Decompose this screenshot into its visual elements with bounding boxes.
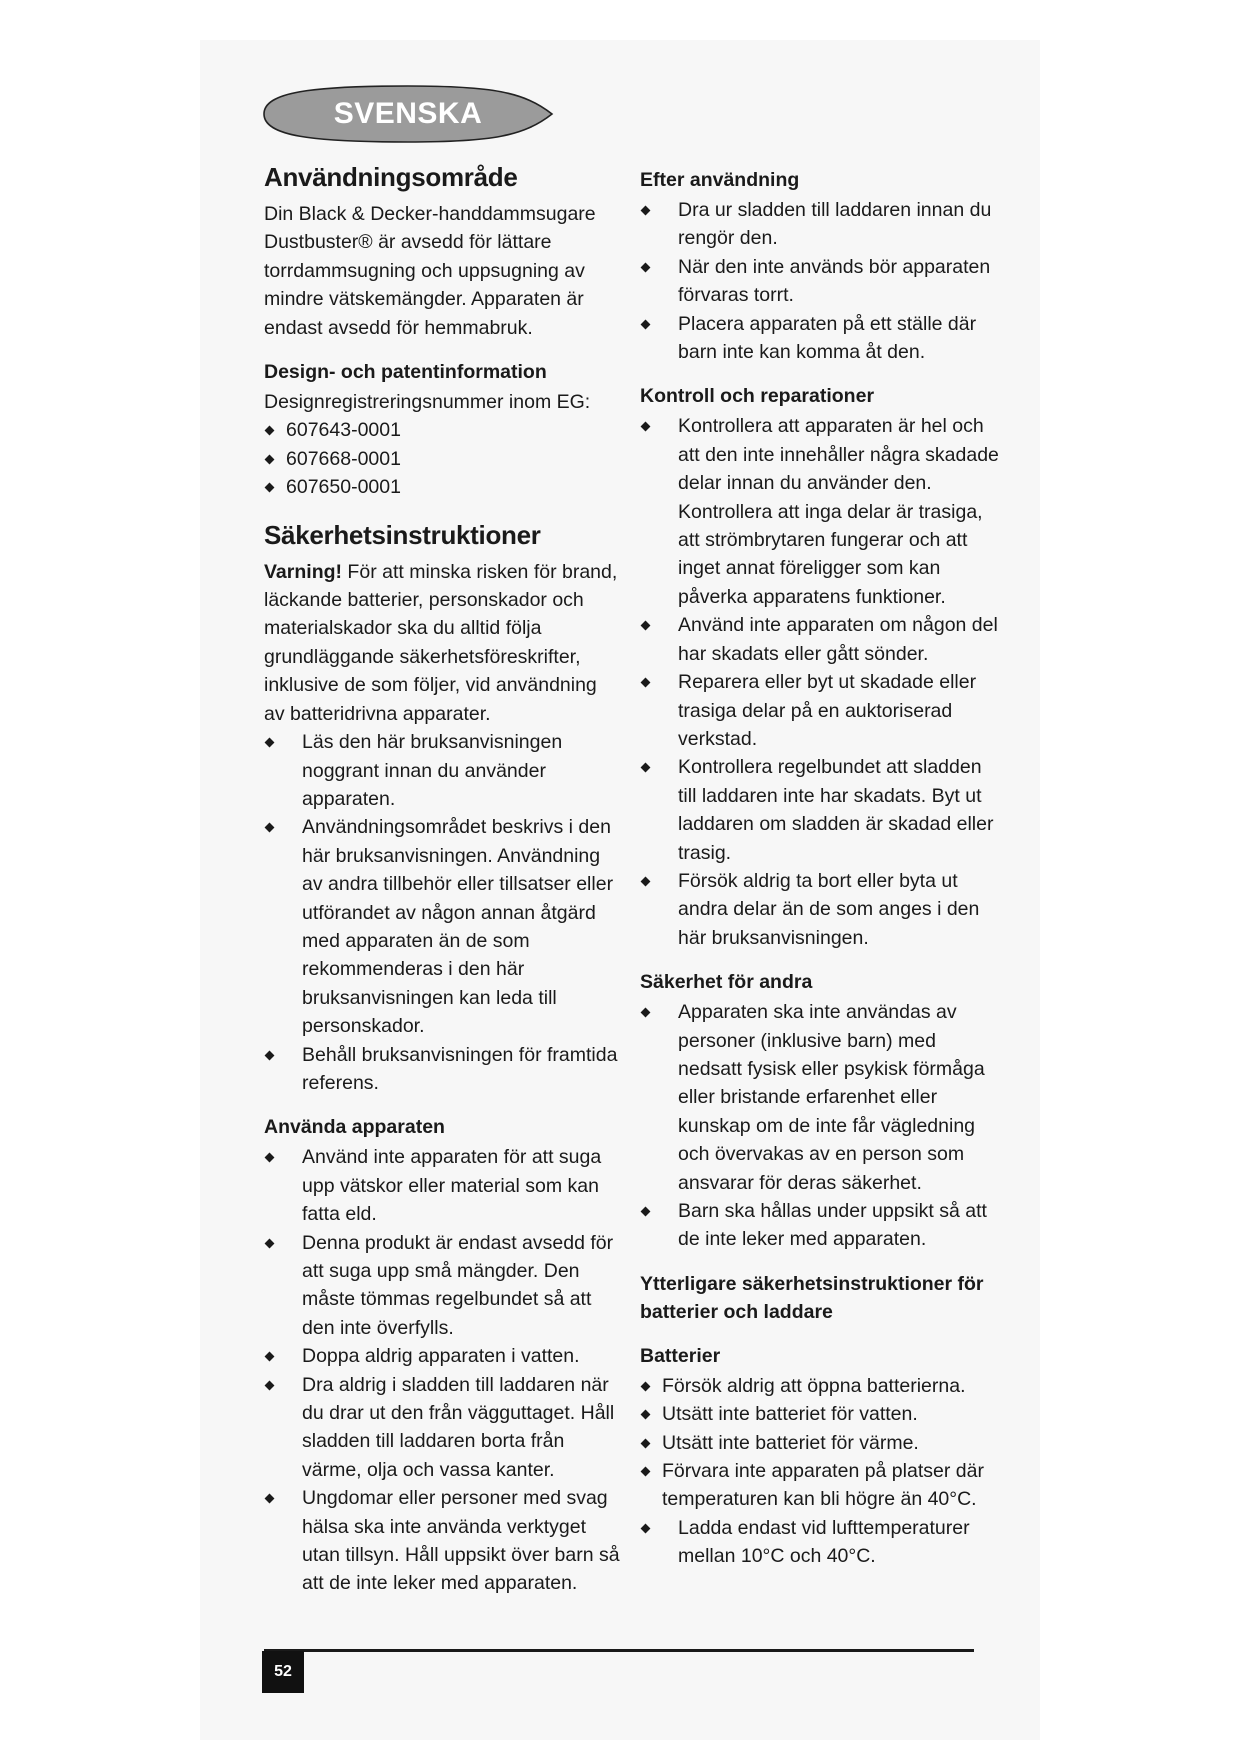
list-item: Dra aldrig i sladden till laddaren när du drar ut den från vägguttaget. Håll sladden till laddaren borta från värme, olja och vassa kanter.	[264, 1371, 620, 1485]
bullet-icon	[641, 1467, 651, 1477]
usage-text: Din Black & Decker-handdammsugare Dustbuster® är avsedd för lättare torrdammsugning och uppsugning av mindre vätskemängder. Apparaten är endast avsedd för hemmabruk.	[264, 203, 596, 339]
bullet-icon	[641, 319, 651, 329]
bullet-icon	[641, 678, 651, 688]
bullet-icon	[641, 262, 651, 272]
bullet-icon	[265, 1238, 275, 1248]
design-text: Designregistreringsnummer inom EG:	[264, 391, 591, 414]
list-item: Denna produkt är endast avsedd för att suga upp små mängder. Den måste tömmas regelbundet så att den inte överfylls.	[264, 1229, 620, 1343]
list-item: Kontrollera regelbundet att sladden till laddaren inte har skadats. Byt ut laddaren om sladden är skadad eller trasig.	[640, 753, 1002, 867]
bullet-icon	[265, 426, 275, 436]
control-list	[640, 412, 1002, 952]
list-item: Använd inte apparaten för att suga upp vätskor eller material som kan fatta eld.	[264, 1143, 620, 1228]
list-item: Utsätt inte batteriet för värme.	[640, 1429, 1002, 1457]
bullet-icon	[641, 621, 651, 631]
bullet-icon	[641, 1381, 651, 1391]
bullet-icon	[265, 1494, 275, 1504]
list-item: När den inte används bör apparaten förvaras torrt.	[640, 253, 1002, 310]
after-list	[640, 196, 1002, 366]
list-item: Utsätt inte batteriet för vatten.	[640, 1400, 1002, 1428]
list-item: Dra ur sladden till laddaren innan du rengör den.	[640, 196, 1002, 253]
list-item: Barn ska hållas under uppsikt så att de inte leker med apparaten.	[640, 1197, 1002, 1254]
heading-extra: Ytterligare säkerhetsinstruktioner för batterier och laddare	[640, 1272, 984, 1323]
page-number: 52	[262, 1651, 304, 1693]
heading-after: Efter användning	[640, 169, 800, 191]
bullet-icon	[641, 763, 651, 773]
heading-design: Design- och patentinformation	[264, 361, 547, 384]
list-item: Läs den här bruksanvisningen noggrant innan du använder apparaten.	[264, 728, 620, 813]
list-item: Kontrollera att apparaten är hel och att den inte innehåller några skadade delar innan du använder den. Kontrollera att inga delar är trasiga, att strömbrytaren fungerar och att inget annat föreligger som kan påverka apparatens funktioner.	[640, 412, 1002, 611]
warning-label: Varning!	[264, 560, 343, 583]
others-list	[640, 998, 1002, 1254]
heading-others: Säkerhet för andra	[640, 971, 813, 994]
bullet-icon	[265, 1380, 275, 1390]
list-item: Doppa aldrig apparaten i vatten.	[264, 1342, 620, 1370]
bullet-icon	[641, 1008, 651, 1018]
list-item: Ladda endast vid lufttemperaturer mellan 10°C och 40°C.	[640, 1514, 1002, 1571]
bullet-icon	[641, 1207, 651, 1217]
warning-paragraph	[264, 558, 620, 728]
bullet-icon	[641, 1410, 651, 1420]
bullet-icon	[641, 206, 651, 216]
bullet-icon	[265, 483, 275, 493]
list-item: Användningsområdet beskrivs i den här bruksanvisningen. Användning av andra tillbehör eller tillsatser eller utförandet av någon annan åtgärd med apparaten än de som rekommenderas i den här bruksanvisningen kan leda till personskador.	[264, 813, 620, 1040]
bullet-icon	[641, 876, 651, 886]
left-column	[264, 160, 620, 1598]
list-item: 607643-0001	[264, 416, 620, 444]
bullet-icon	[265, 738, 275, 748]
list-item: Försök aldrig ta bort eller byta ut andra delar än de som anges i den här bruksanvisningen.	[640, 867, 1002, 952]
battery-list	[640, 1372, 1002, 1571]
list-item: Behåll bruksanvisningen för framtida referens.	[264, 1041, 620, 1098]
bullet-icon	[265, 1153, 275, 1163]
language-tab	[262, 84, 554, 144]
bullet-icon	[265, 1050, 275, 1060]
list-item: Använd inte apparaten om någon del har skadats eller gått sönder.	[640, 611, 1002, 668]
bullet-icon	[641, 422, 651, 432]
heading-control: Kontroll och reparationer	[640, 385, 875, 408]
bullet-icon	[641, 1523, 651, 1533]
list-item: Placera apparaten på ett ställe där barn inte kan komma åt den.	[640, 310, 1002, 367]
heading-usage: Användningsområde	[264, 162, 518, 192]
use-list	[264, 1143, 620, 1598]
right-column	[640, 166, 1002, 1571]
design-number-list	[264, 416, 620, 501]
warning-text: För att minska risken för brand, läckande batterier, personskador och materialskador ska du alltid följa grundläggande säkerhetsföreskrifter, inklusive de som följer, vid användning av batteridrivna apparater.	[264, 560, 618, 725]
list-item: Apparaten ska inte användas av personer (inklusive barn) med nedsatt fysisk eller psykisk förmåga eller bristande erfarenhet eller kunskap om de inte får vägledning och övervakas av en person som ansvarar för deras säkerhet.	[640, 998, 1002, 1197]
heading-safety: Säkerhetsinstruktioner	[264, 519, 541, 550]
list-item: 607650-0001	[264, 473, 620, 501]
language-label: SVENSKA	[333, 97, 483, 130]
list-item: 607668-0001	[264, 445, 620, 473]
bullet-icon	[265, 454, 275, 464]
safety-list	[264, 728, 620, 1097]
heading-batteries: Batterier	[640, 1344, 721, 1367]
footer-rule	[264, 1649, 974, 1652]
bullet-icon	[265, 1352, 275, 1362]
heading-use: Använda apparaten	[264, 1116, 445, 1139]
bullet-icon	[265, 823, 275, 833]
list-item: Ungdomar eller personer med svag hälsa ska inte använda verktyget utan tillsyn. Håll uppsikt över barn så att de inte leker med apparaten.	[264, 1484, 620, 1598]
bullet-icon	[641, 1438, 651, 1448]
list-item: Försök aldrig att öppna batterierna.	[640, 1372, 1002, 1400]
list-item: Förvara inte apparaten på platser där temperaturen kan bli högre än 40°C.	[640, 1457, 1002, 1514]
list-item: Reparera eller byt ut skadade eller trasiga delar på en auktoriserad verkstad.	[640, 668, 1002, 753]
